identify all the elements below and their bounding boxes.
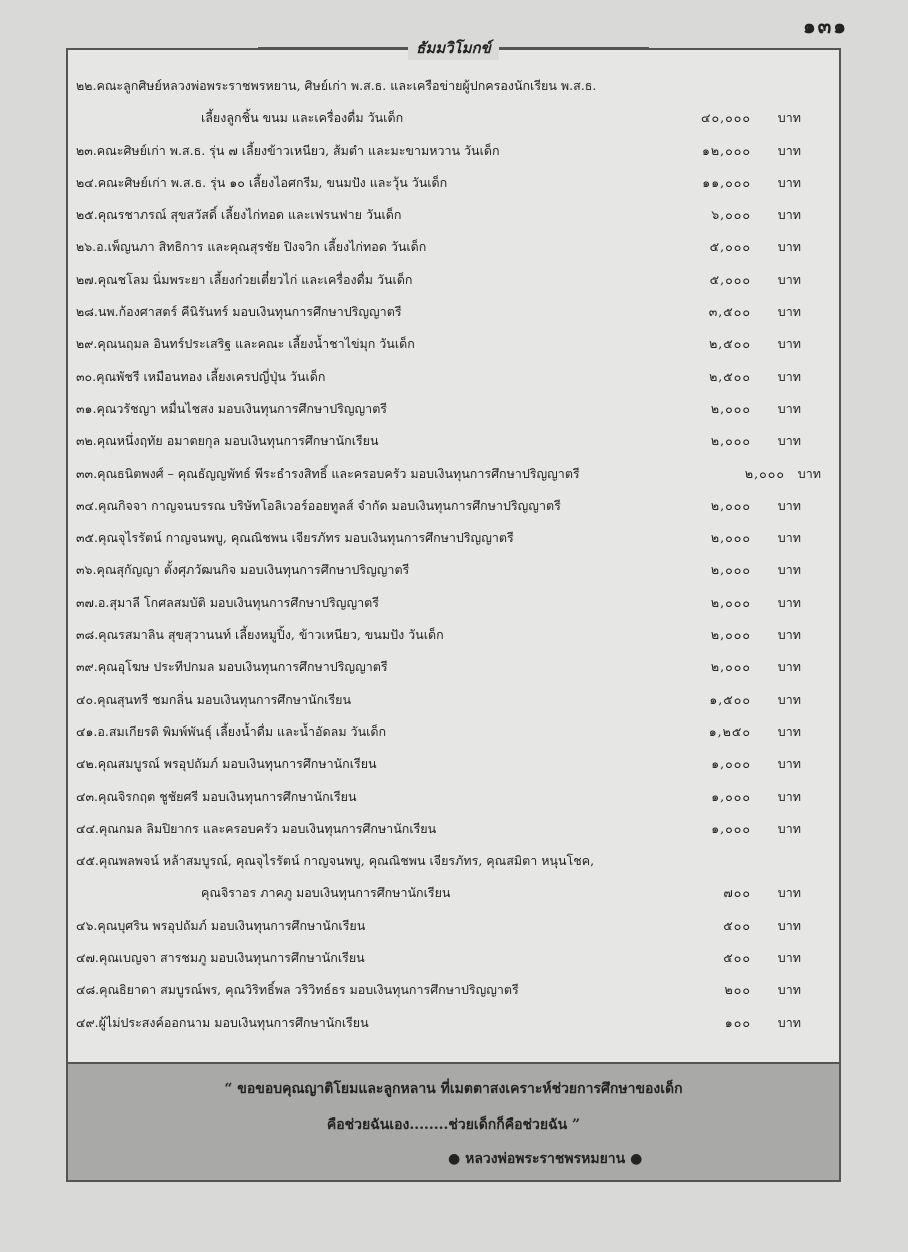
currency-unit: บาท: [777, 627, 801, 643]
donor-text: [76, 690, 351, 710]
list-item: [76, 488, 831, 520]
donor-text: [76, 657, 388, 677]
donor-number: ๔๕.: [76, 853, 99, 869]
donor-description: คุณอุโฆษ ประทีปกมล มอบเงินทุนการศึกษาปริญญาตรี: [97, 659, 388, 675]
list-item: [76, 326, 831, 358]
donor-number: ๔๒.: [76, 756, 98, 772]
donor-description: อ.สมเกียรติ พิมพ์พันธุ์ เลี้ยงน้ำดื่ม และน้ำอัดลม วันเด็ก: [97, 723, 387, 739]
donor-amount: ๒,๐๐๐: [710, 400, 751, 416]
donor-number: ๒๗.: [76, 271, 98, 287]
page-number: ๑๓๑: [802, 14, 848, 38]
donor-description: คณะศิษย์เก่า พ.ส.ธ. รุ่น ๗ เลี้ยงข้าวเหนียว, ส้มตำ และมะขามหวาน วันเด็ก: [96, 142, 500, 158]
donor-text: [76, 205, 401, 225]
currency-unit: บาท: [777, 917, 801, 933]
donor-amount: ๑,๐๐๐: [711, 756, 751, 772]
currency-unit: บาท: [777, 433, 801, 449]
currency-unit: บาท: [777, 110, 801, 126]
donor-text: [76, 399, 387, 419]
donor-amount: ๒๐๐: [724, 982, 751, 998]
list-item: [76, 520, 831, 552]
list-item: [76, 391, 831, 423]
list-item: [76, 811, 831, 843]
donor-number: ๔๗.: [76, 950, 99, 966]
currency-unit: บาท: [777, 239, 801, 255]
donor-number: ๔๐.: [76, 691, 98, 707]
donor-number: ๓๙.: [76, 659, 98, 675]
donor-amount: ๕๐๐: [723, 950, 751, 966]
currency-unit: บาท: [777, 723, 801, 739]
donor-description: คณะศิษย์เก่า พ.ส.ธ. รุ่น ๑๐ เลี้ยงไอศกรีม, ขนมปัง และวุ้น วันเด็ก: [97, 174, 448, 190]
donor-amount: ๒,๐๐๐: [710, 659, 751, 675]
donor-number: ๔๘.: [76, 982, 100, 998]
list-item: [76, 456, 831, 488]
list-item: [76, 682, 831, 714]
donor-number: ๓๖.: [76, 562, 97, 578]
donor-text: [76, 980, 519, 1000]
donor-description: คุณรชาภรณ์ สุขสวัสดิ์ เลี้ยงไก่ทอด และเฟรนฟาย วันเด็ก: [97, 207, 402, 223]
donor-number: ๓๘.: [76, 627, 99, 643]
donor-number: ๔๙.: [76, 1014, 99, 1030]
donor-text: [76, 464, 580, 484]
donor-number: ๓๕.: [76, 530, 98, 546]
list-item: [76, 649, 831, 681]
donor-text: [76, 431, 379, 451]
donor-number: ๓๓.: [76, 465, 98, 481]
donor-description: คุณนฤมล อินทร์ประเสริฐ และคณะ เลี้ยงน้ำชาไข่มุก วันเด็ก: [97, 336, 415, 352]
list-item-continuation: [76, 875, 831, 907]
list-item: [76, 617, 831, 649]
donor-amount: ๑๒,๐๐๐: [701, 142, 751, 158]
list-item: [76, 972, 831, 1004]
donor-number: ๒๙.: [76, 336, 98, 352]
donor-list-frame: [66, 39, 841, 1182]
footer-quote-box: [68, 1062, 839, 1180]
currency-unit: บาท: [777, 271, 801, 287]
donor-text: [76, 141, 500, 161]
donor-description: คุณสมบูรณ์ พรอุปถัมภ์ มอบเงินทุนการศึกษานักเรียน: [97, 756, 377, 772]
donor-amount: ๒,๕๐๐: [709, 368, 751, 384]
currency-unit: บาท: [777, 788, 801, 804]
currency-unit: บาท: [777, 142, 801, 158]
list-item: [76, 779, 831, 811]
donor-text: [76, 948, 365, 968]
donor-number: ๓๐.: [76, 368, 97, 384]
donor-text: [76, 722, 386, 742]
list-item: [76, 552, 831, 584]
donor-text: [76, 173, 447, 193]
section-title: ธัมมวิโมกข์: [408, 36, 499, 60]
donor-number: ๒๒.: [76, 78, 97, 93]
donor-description: คุณธิยาดา สมบูรณ์พร, คุณวิริทธิ์พล วริวิทธ์ธร มอบเงินทุนการศึกษาปริญญาตรี: [99, 982, 519, 998]
donor-amount: ๒,๐๐๐: [710, 433, 751, 449]
donor-description: คุณพลพจน์ หล้าสมบูรณ์, คุณจุไรรัตน์ กาญจนพบู, คุณณิชพน เจียรภัทร, คุณสมิตา หนุนโชค,: [98, 853, 595, 869]
donor-amount: ๕,๐๐๐: [709, 271, 751, 287]
donor-text: [76, 851, 594, 871]
donor-amount: ๕,๐๐๐: [709, 239, 751, 255]
list-item: [76, 165, 831, 197]
donor-text: [76, 593, 379, 613]
donor-description: คุณกิจจา กาญจนบรรณ บริษัทโอลิเวอร์ออยทูลส์ จำกัด มอบเงินทุนการศึกษาปริญญาตรี: [97, 497, 561, 513]
donor-amount: ๒,๐๐๐: [710, 594, 751, 610]
donor-text: [76, 1013, 369, 1033]
donor-text: [76, 237, 426, 257]
currency-unit: บาท: [777, 497, 801, 513]
donor-amount: ๕๐๐: [723, 917, 751, 933]
donor-text: [76, 754, 377, 774]
donor-description: คุณสุกัญญา ตั้งศุภวัฒนกิจ มอบเงินทุนการศึกษาปริญญาตรี: [96, 562, 410, 578]
donor-amount: ๗๐๐: [723, 885, 751, 901]
donor-amount: ๒,๐๐๐: [710, 530, 751, 546]
list-item: [76, 423, 831, 455]
currency-unit: บาท: [797, 465, 821, 481]
donor-description: คุณธนิตพงศ์ – คุณธัญญพัทธ์ พีระธำรงสิทธิ์ และครอบครัว มอบเงินทุนการศึกษาปริญญาตรี: [97, 465, 580, 481]
donor-description-continued: คุณจิราอร ภาคภู มอบเงินทุนการศึกษานักเรียน: [201, 885, 451, 901]
list-item: [76, 843, 831, 875]
currency-unit: บาท: [777, 304, 801, 320]
donor-amount: ๒,๕๐๐: [709, 336, 751, 352]
donor-text: [76, 367, 325, 387]
donor-description: คุณวรัชญา หมื่นไชสง มอบเงินทุนการศึกษาปริญญาตรี: [96, 400, 388, 416]
currency-unit: บาท: [777, 820, 801, 836]
list-item: [76, 359, 831, 391]
list-item: [76, 940, 831, 972]
donor-number: ๒๖.: [76, 239, 97, 255]
donor-description: ผู้ไม่ประสงค์ออกนาม มอบเงินทุนการศึกษานักเรียน: [98, 1014, 369, 1030]
donor-amount: ๑๐๐: [724, 1014, 751, 1030]
list-item: [76, 1005, 831, 1037]
currency-unit: บาท: [777, 1014, 801, 1030]
donor-amount: ๒,๐๐๐: [744, 465, 785, 481]
donor-text: [76, 496, 561, 516]
donor-text: [76, 334, 415, 354]
donor-text: [76, 76, 596, 96]
donor-description: คุณบุศริน พรอุปถัมภ์ มอบเงินทุนการศึกษานักเรียน: [97, 917, 366, 933]
donor-amount: ๔๐,๐๐๐: [701, 110, 751, 126]
donor-number: ๓๔.: [76, 497, 98, 513]
currency-unit: บาท: [777, 691, 801, 707]
currency-unit: บาท: [777, 982, 801, 998]
currency-unit: บาท: [777, 400, 801, 416]
list-item: [76, 585, 831, 617]
footer-quote-line-1: “ ขอขอบคุณญาติโยมและลูกหลาน ที่เมตตาสงเคราะห์ช่วยการศึกษาของเด็ก: [224, 1081, 683, 1097]
list-item: [76, 746, 831, 778]
donor-text: [76, 819, 436, 839]
donor-description: อ.เพ็ญนภา สิทธิการ และคุณสุรชัย ปิงจวิก เลี้ยงไก่ทอด วันเด็ก: [96, 239, 427, 255]
currency-unit: บาท: [777, 368, 801, 384]
donor-amount: ๑,๕๐๐: [709, 691, 751, 707]
list-item: [76, 68, 831, 100]
donor-number: ๒๔.: [76, 174, 98, 190]
list-item: [76, 229, 831, 261]
donor-description: คุณจิรกฤต ชูชัยศรี มอบเงินทุนการศึกษานักเรียน: [97, 788, 357, 804]
donor-amount: ๒,๐๐๐: [710, 497, 751, 513]
list-item: [76, 262, 831, 294]
currency-unit: บาท: [777, 756, 801, 772]
donor-description: นพ.ก้องศาสตร์ คีนิรันทร์ มอบเงินทุนการศึกษาปริญญาตรี: [97, 304, 402, 320]
list-item: [76, 908, 831, 940]
donor-description: คุณจุไรรัตน์ กาญจนพบู, คุณณิชพน เจียรภัทร มอบเงินทุนการศึกษาปริญญาตรี: [97, 530, 514, 546]
donor-description: คุณสุนทรี ชมกลิ่น มอบเงินทุนการศึกษานักเรียน: [97, 691, 352, 707]
donor-text: [76, 528, 514, 548]
footer-quote-line-2: คือช่วยฉันเอง........ช่วยเด็กก็คือช่วยฉัน ”: [326, 1117, 581, 1133]
donor-number: ๒๕.: [76, 207, 98, 223]
donor-amount: ๖,๐๐๐: [711, 207, 751, 223]
donor-amount: ๑,๒๕๐: [708, 723, 751, 739]
donor-amount: ๒,๐๐๐: [710, 627, 751, 643]
currency-unit: บาท: [777, 594, 801, 610]
donor-description-continued: เลี้ยงลูกชิ้น ขนม และเครื่องดื่ม วันเด็ก: [201, 110, 404, 126]
donor-description: คุณกมล ลิมปิยากร และครอบครัว มอบเงินทุนการศึกษานักเรียน: [98, 820, 437, 836]
currency-unit: บาท: [777, 885, 801, 901]
donor-number: ๓๗.: [76, 594, 98, 610]
donor-amount: ๑,๐๐๐: [711, 820, 751, 836]
list-item-continuation: [76, 100, 831, 132]
footer-signature: ● หลวงพ่อพระราชพรหมยาน ●: [448, 1151, 643, 1167]
list-item: [76, 133, 831, 165]
currency-unit: บาท: [777, 530, 801, 546]
currency-unit: บาท: [777, 336, 801, 352]
currency-unit: บาท: [777, 207, 801, 223]
donor-description: คุณพัชรี เหมือนทอง เลี้ยงเครปญี่ปุ่น วันเด็ก: [96, 368, 326, 384]
donor-text: [76, 302, 402, 322]
currency-unit: บาท: [777, 950, 801, 966]
donor-description: คุณหนึ่งฤทัย อมาตยกุล มอบเงินทุนการศึกษานักเรียน: [96, 433, 379, 449]
donor-number: ๔๔.: [76, 820, 99, 836]
donor-text: [76, 916, 365, 936]
donor-number: ๔๑.: [76, 723, 98, 739]
donor-number: ๒๓.: [76, 142, 97, 158]
donor-description: คุณชโลม นิ่มพระยา เลี้ยงก๋วยเตี๋ยวไก่ และเครื่องดื่ม วันเด็ก: [97, 271, 413, 287]
donor-amount: ๑,๐๐๐: [711, 788, 751, 804]
list-item: [76, 294, 831, 326]
donor-number: ๒๘.: [76, 304, 98, 320]
donor-list: [76, 68, 831, 1037]
donor-text: [76, 270, 413, 290]
currency-unit: บาท: [777, 659, 801, 675]
donor-description: คณะลูกศิษย์หลวงพ่อพระราชพรหยาน, ศิษย์เก่า พ.ส.ธ. และเครือข่ายผู้ปกครองนักเรียน พ.ส.ธ.: [96, 78, 597, 93]
donor-amount: ๑๑,๐๐๐: [702, 174, 751, 190]
donor-number: ๔๖.: [76, 917, 98, 933]
currency-unit: บาท: [777, 174, 801, 190]
donor-amount: ๒,๐๐๐: [710, 562, 751, 578]
donor-number: ๔๓.: [76, 788, 98, 804]
donor-number: ๓๑.: [76, 400, 97, 416]
list-item: [76, 197, 831, 229]
currency-unit: บาท: [777, 562, 801, 578]
donor-text: [76, 787, 357, 807]
donor-description: คุณรสมาลิน สุขสุวานนท์ เลี้ยงหมูปิ้ง, ข้าวเหนียว, ขนมปัง วันเด็ก: [98, 627, 444, 643]
donor-text: [76, 560, 409, 580]
donor-number: ๓๒.: [76, 433, 97, 449]
donor-amount: ๓,๕๐๐: [708, 304, 751, 320]
donor-description: คุณเบญจา สารชมภู มอบเงินทุนการศึกษานักเรียน: [98, 950, 365, 966]
list-item: [76, 714, 831, 746]
donor-text: [76, 625, 444, 645]
donor-description: อ.สุมาลี โกศลสมบัติ มอบเงินทุนการศึกษาปริญญาตรี: [97, 594, 379, 610]
